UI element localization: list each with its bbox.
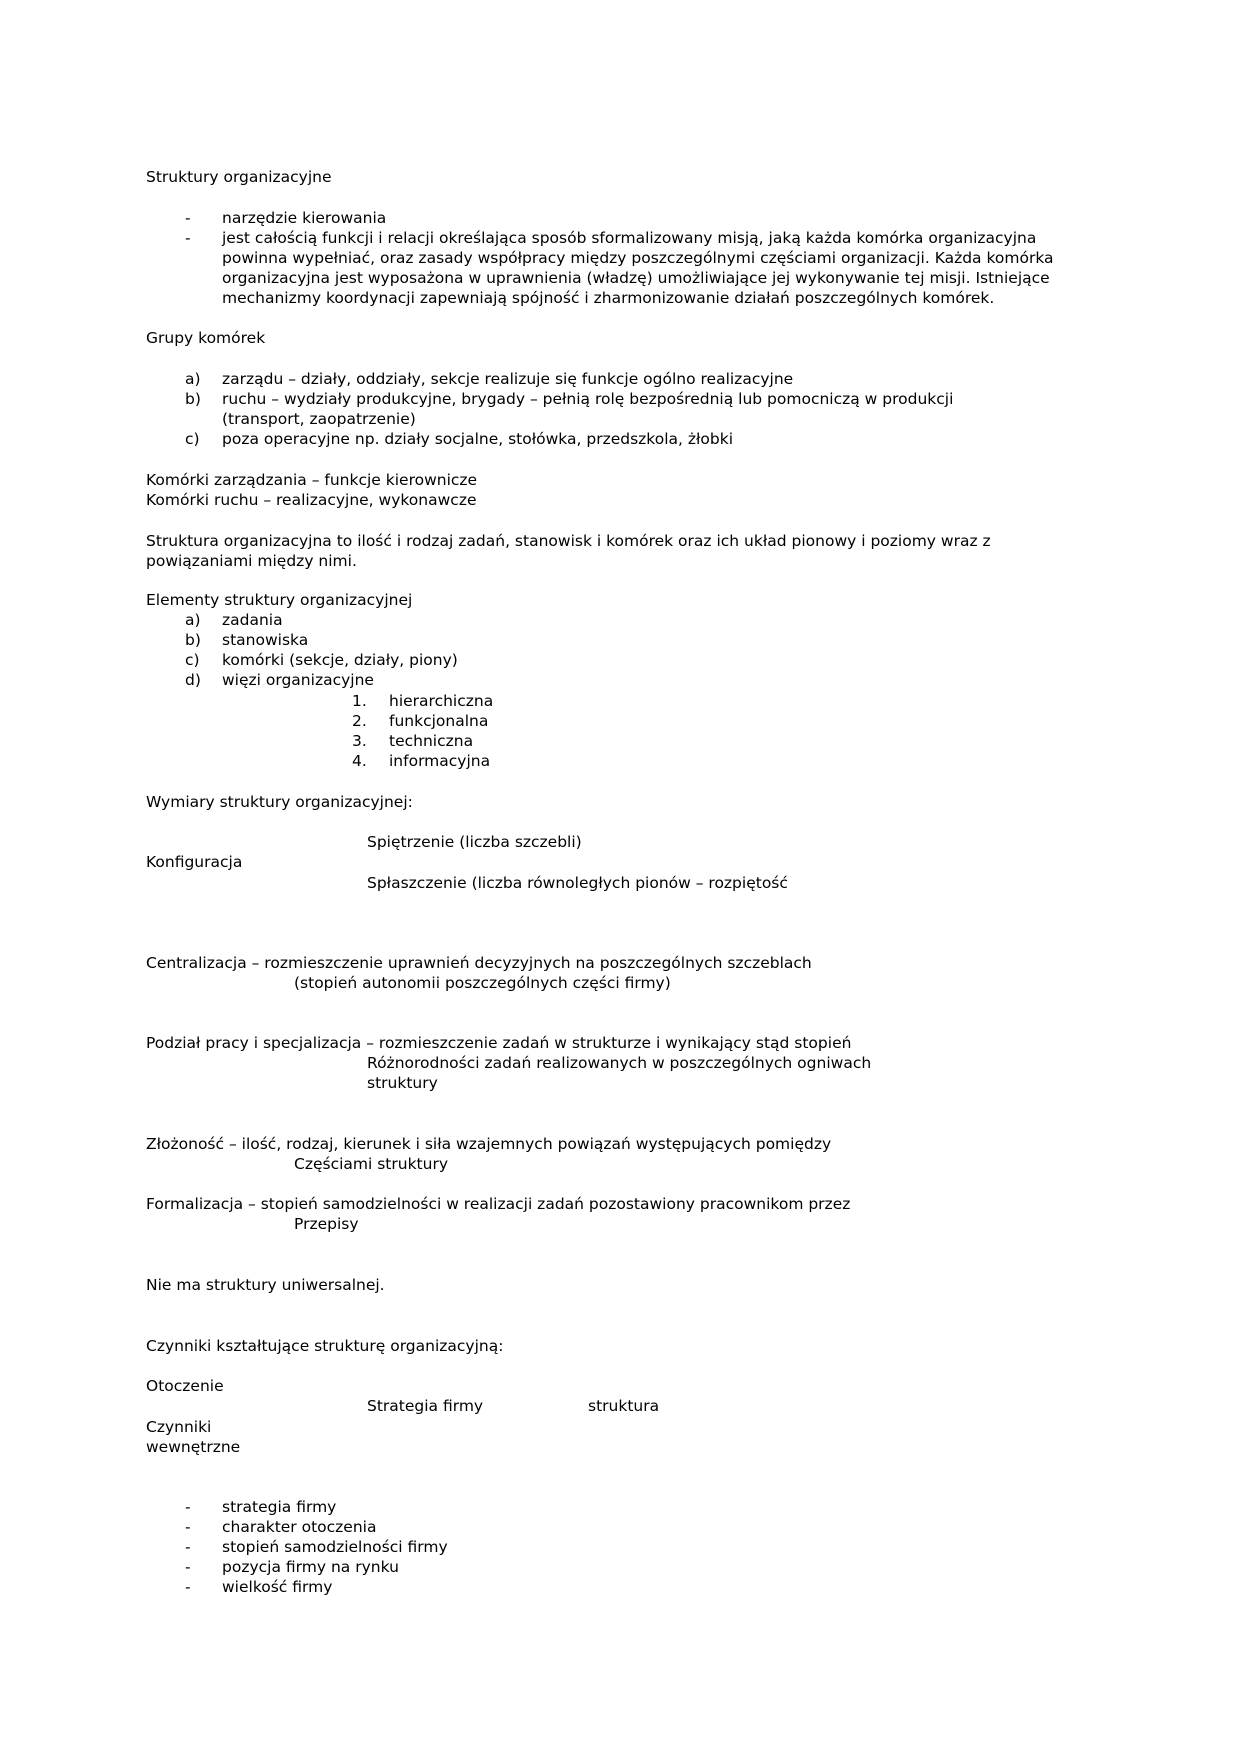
internal-factors-label: Czynniki xyxy=(146,1418,212,1436)
bullet-marker: - xyxy=(185,209,191,227)
flattening-label: Spłaszczenie (liczba równoległych pionów – rozpiętość xyxy=(367,874,788,892)
list-marker: a) xyxy=(185,611,201,629)
bullet-marker: - xyxy=(185,1578,191,1596)
bullet-marker: - xyxy=(185,1498,191,1516)
centralization-line: Centralizacja – rozmieszczenie uprawnień decyzyjnych na poszczególnych szczeblach xyxy=(146,954,812,972)
list-item: poza operacyjne np. działy socjalne, stołówka, przedszkola, żłobki xyxy=(222,430,734,448)
environment-label: Otoczenie xyxy=(146,1377,224,1395)
formalization-line: Formalizacja – stopień samodzielności w realizacji zadań pozostawiony pracownikom przez xyxy=(146,1195,851,1213)
formalization-continuation: Przepisy xyxy=(294,1215,359,1233)
division-continuation-2: struktury xyxy=(367,1074,438,1092)
cells-movement-line: Komórki ruchu – realizacyjne, wykonawcze xyxy=(146,491,477,509)
internal-factors-label-2: wewnętrzne xyxy=(146,1438,241,1456)
list-item: ruchu – wydziały produkcyjne, brygady – pełnią rolę bezpośrednią lub pomocniczą w produkcji (transport, zaopatrzenie) xyxy=(222,390,954,428)
list-item: zadania xyxy=(222,611,283,629)
complexity-continuation: Częściami struktury xyxy=(294,1155,449,1173)
structure-label: struktura xyxy=(588,1397,660,1415)
section-heading-elements: Elementy struktury organizacyjnej xyxy=(146,591,413,609)
list-marker: 4. xyxy=(352,752,367,770)
list-marker: b) xyxy=(185,631,201,649)
list-item: strategia firmy xyxy=(222,1498,337,1516)
bullet-marker: - xyxy=(185,229,191,247)
list-item: narzędzie kierowania xyxy=(222,209,387,227)
list-item: hierarchiczna xyxy=(389,692,494,710)
list-item: pozycja firmy na rynku xyxy=(222,1558,399,1576)
list-marker: 1. xyxy=(352,692,367,710)
list-item: zarządu – działy, oddziały, sekcje realizuje się funkcje ogólno realizacyjne xyxy=(222,370,794,388)
list-item: stanowiska xyxy=(222,631,309,649)
list-item: charakter otoczenia xyxy=(222,1518,377,1536)
section-heading-dimensions: Wymiary struktury organizacyjnej: xyxy=(146,793,413,811)
section-heading-factors: Czynniki kształtujące strukturę organizacyjną: xyxy=(146,1337,504,1355)
centralization-continuation: (stopień autonomii poszczególnych części firmy) xyxy=(294,974,671,992)
list-marker: 2. xyxy=(352,712,367,730)
definition-paragraph: Struktura organizacyjna to ilość i rodzaj zadań, stanowisk i komórek oraz ich układ pionowy i poziomy wraz z powiązaniami między nimi. xyxy=(146,532,991,570)
bullet-marker: - xyxy=(185,1518,191,1536)
list-item: wielkość firmy xyxy=(222,1578,333,1596)
stacking-label: Spiętrzenie (liczba szczebli) xyxy=(367,833,582,851)
no-universal-structure: Nie ma struktury uniwersalnej. xyxy=(146,1276,385,1294)
list-item: jest całością funkcji i relacji określająca sposób sformalizowany misją, jaką każda komórka organizacyjna powinna wypełniać, oraz zasady współpracy między poszczególnymi częściami organizacji. Każda komórka organizacyjna jest wyposażona w uprawnienia (władzę) umożliwiające jej wykonywanie tej misji. Istniejące mechanizmy koordynacji zapewniają spójność i zharmonizowanie działań poszczególnych komórek. xyxy=(222,229,1054,307)
list-marker: b) xyxy=(185,390,201,408)
bullet-marker: - xyxy=(185,1558,191,1576)
list-item: komórki (sekcje, działy, piony) xyxy=(222,651,458,669)
division-continuation: Różnorodności zadań realizowanych w poszczególnych ogniwach xyxy=(367,1054,872,1072)
cells-management-line: Komórki zarządzania – funkcje kierownicze xyxy=(146,471,478,489)
strategy-label: Strategia firmy xyxy=(367,1397,484,1415)
list-marker: 3. xyxy=(352,732,367,750)
list-marker: c) xyxy=(185,430,200,448)
list-item: informacyjna xyxy=(389,752,491,770)
division-line: Podział pracy i specjalizacja – rozmieszczenie zadań w strukturze i wynikający stąd stopień xyxy=(146,1034,852,1052)
configuration-label: Konfiguracja xyxy=(146,853,243,871)
list-marker: d) xyxy=(185,671,201,689)
complexity-line: Złożoność – ilość, rodzaj, kierunek i siła wzajemnych powiązań występujących pomiędzy xyxy=(146,1135,832,1153)
list-item: funkcjonalna xyxy=(389,712,489,730)
list-item: stopień samodzielności firmy xyxy=(222,1538,448,1556)
document-title: Struktury organizacyjne xyxy=(146,168,332,186)
bullet-marker: - xyxy=(185,1538,191,1556)
list-marker: c) xyxy=(185,651,200,669)
list-marker: a) xyxy=(185,370,201,388)
list-item: więzi organizacyjne xyxy=(222,671,374,689)
section-heading-groups: Grupy komórek xyxy=(146,329,266,347)
list-item: techniczna xyxy=(389,732,474,750)
